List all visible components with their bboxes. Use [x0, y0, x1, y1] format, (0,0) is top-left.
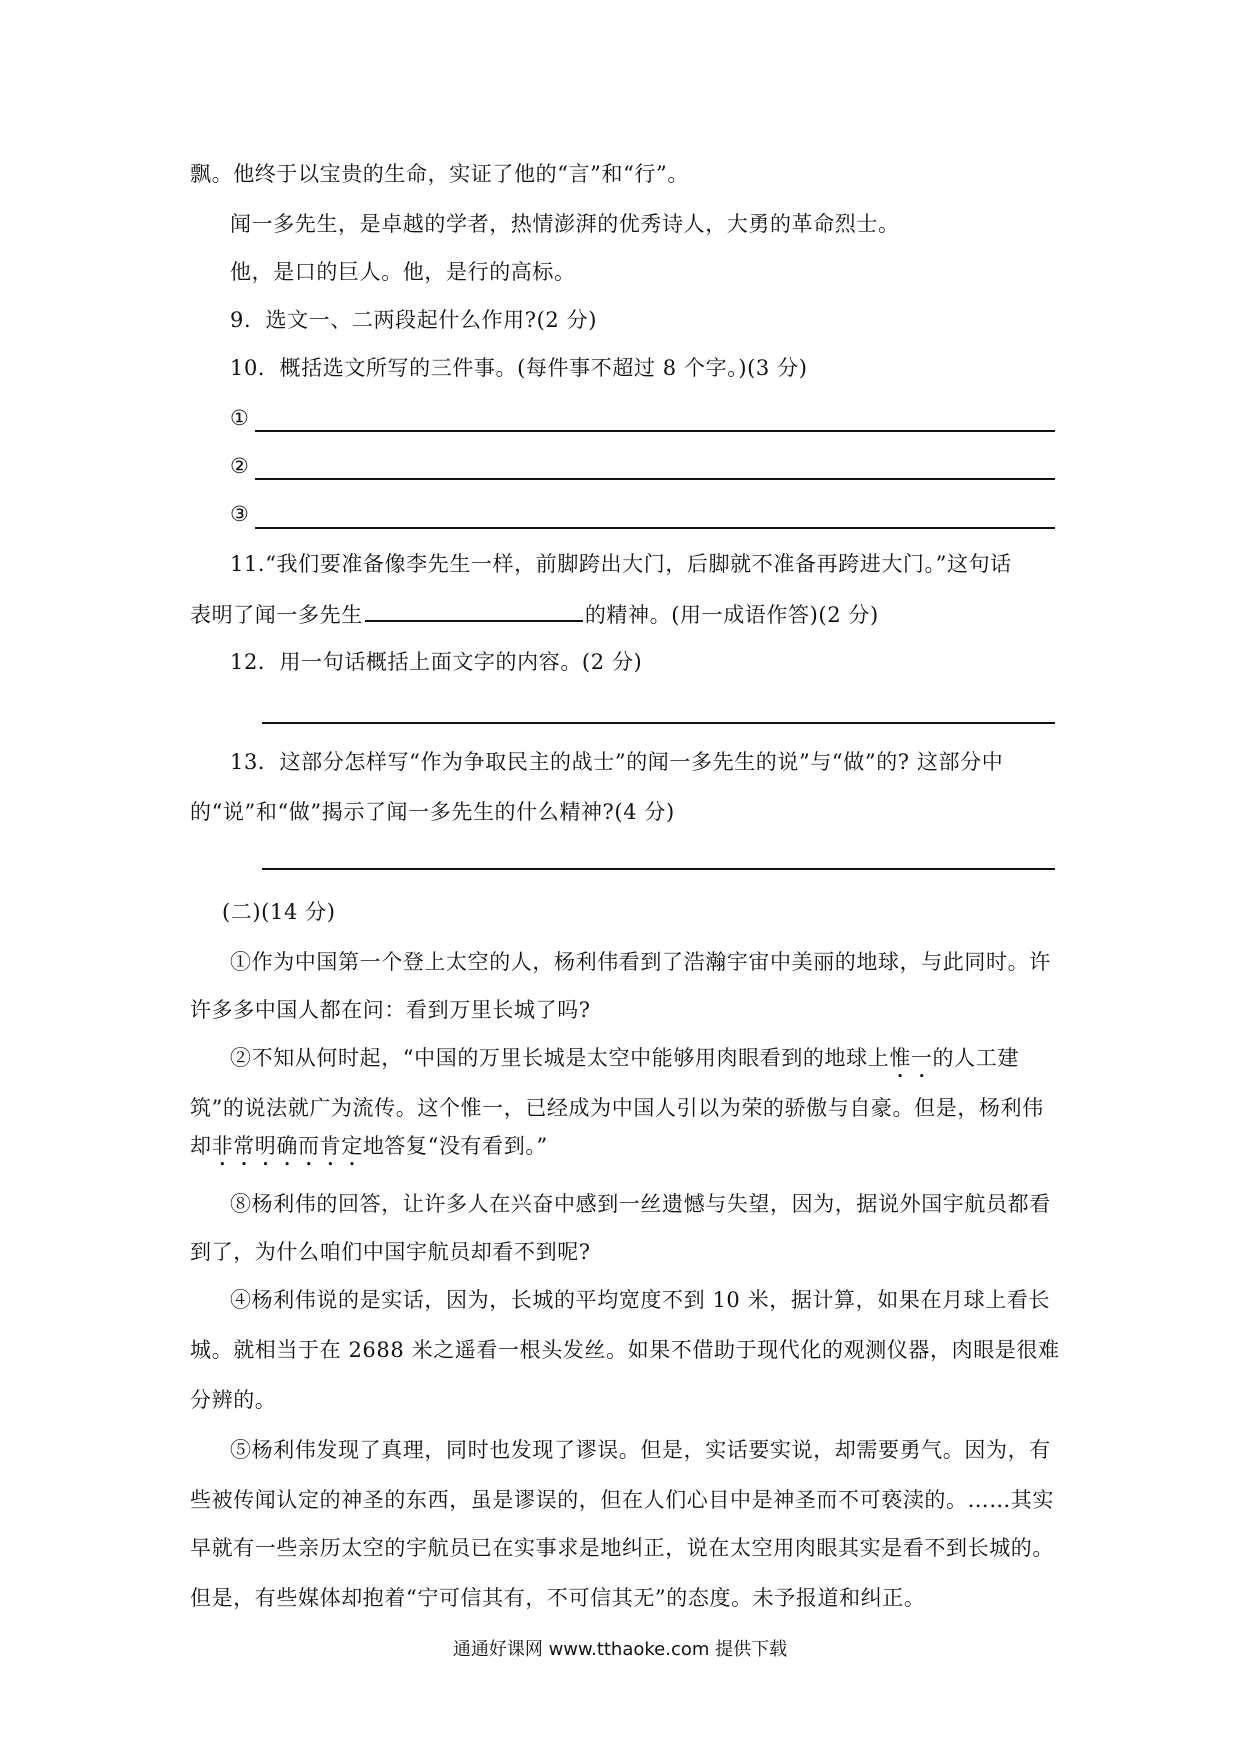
paragraph-4-line-3: 分辨的。	[190, 1388, 277, 1412]
page-footer: 通通好课网 www.tthaoke.com 提供下载	[452, 1639, 788, 1660]
question-11-line-1: 11.“我们要准备像李先生一样，前脚跨出大门，后脚就不准备再跨进大门。”这句话	[230, 552, 1012, 576]
question-13-line-2: 的“说”和“做”揭示了闻一多先生的什么精神?(4 分)	[190, 800, 675, 824]
question-13-line-1: 13．这部分怎样写“作为争取民主的战士”的闻一多先生的说”与“做”的? 这部分中	[230, 750, 1004, 774]
question-9: 9．选文一、二两段起什么作用?(2 分)	[230, 308, 598, 332]
paragraph-2-text-a: ②不知从何时起，“中国的万里长城是太空中能够用肉眼看到的地球上	[230, 1046, 890, 1070]
answer-blank-1-label: ①	[230, 406, 249, 430]
paragraph-2-text-c: 却	[190, 1134, 212, 1158]
paragraph-3-line-1: ⑧杨利伟的回答，让许多人在兴奋中感到一丝遗憾与失望，因为，据说外国宇航员都看	[230, 1192, 1051, 1216]
question-10: 10．概括选文所写的三件事。(每件事不超过 8 个字。)(3 分)	[230, 356, 808, 380]
answer-blank-3-label: ③	[230, 502, 249, 526]
answer-line-2[interactable]	[255, 478, 1055, 480]
paragraph-5-line-4: 但是，有些媒体却抱着“宁可信其有，不可信其无”的态度。未予报道和纠正。	[190, 1586, 926, 1610]
paragraph-1-line-2: 许多多中国人都在问：看到万里长城了吗?	[190, 998, 591, 1022]
emphasis-dotted-text: 惟一	[889, 1046, 933, 1070]
paragraph-2-line-2: 筑”的说法就广为流传。这个惟一，已经成为中国人引以为荣的骄傲与自豪。但是，杨利伟	[190, 1096, 1044, 1120]
passage-line-1: 飘。他终于以宝贵的生命，实证了他的“言”和“行”。	[190, 162, 689, 186]
passage-line-3: 他，是口的巨人。他，是行的高标。	[230, 260, 576, 284]
question-11-answer-blank[interactable]	[365, 600, 583, 622]
passage-line-2: 闻一多先生，是卓越的学者，热情澎湃的优秀诗人，大勇的革命烈士。	[230, 212, 900, 236]
paragraph-2-line-3	[190, 1132, 548, 1171]
paragraph-2-text-d: 地答复“没有看到。”	[362, 1134, 548, 1158]
paragraph-2-line-1	[230, 1044, 1019, 1083]
answer-blank-2-label: ②	[230, 454, 249, 478]
paragraph-1-line-1: ①作为中国第一个登上太空的人，杨利伟看到了浩瀚宇宙中美丽的地球，与此同时。许	[230, 950, 1051, 974]
question-11-before-blank: 表明了闻一多先生	[190, 603, 363, 627]
question-11-after-blank: 的精神。(用一成语作答)(2 分)	[584, 603, 879, 627]
question-12: 12．用一句话概括上面文字的内容。(2 分)	[230, 650, 643, 674]
answer-line-3[interactable]	[255, 527, 1055, 529]
paragraph-2-text-b: 的人工建	[932, 1046, 1019, 1070]
answer-line-1[interactable]	[255, 430, 1055, 432]
paragraph-4-line-1: ④杨利伟说的是实话，因为，长城的平均宽度不到 10 米，据计算，如果在月球上看长	[230, 1288, 1051, 1312]
answer-line-13[interactable]	[262, 868, 1055, 870]
paragraph-5-line-2: 些被传闻认定的神圣的东西，虽是谬误的，但在人们心目中是神圣而不可亵渎的。……其实	[190, 1488, 1054, 1512]
section-2-heading: (二)(14 分)	[222, 900, 336, 924]
paragraph-4-line-2: 城。就相当于在 2688 米之遥看一根头发丝。如果不借助于现代化的观测仪器，肉眼是很难	[190, 1338, 1060, 1362]
emphasis-dotted-text: 非常明确而肯定	[211, 1134, 363, 1158]
answer-line-12[interactable]	[262, 722, 1055, 724]
paragraph-5-line-1: ⑤杨利伟发现了真理，同时也发现了谬误。但是，实话要实说，却需要勇气。因为，有	[230, 1438, 1051, 1462]
question-11-line-2	[190, 600, 879, 629]
paragraph-5-line-3: 早就有一些亲历太空的宇航员已在实事求是地纠正，说在太空用肉眼其实是看不到长城的。	[190, 1536, 1054, 1560]
paragraph-3-line-2: 到了，为什么咱们中国宇航员却看不到呢?	[190, 1240, 591, 1264]
